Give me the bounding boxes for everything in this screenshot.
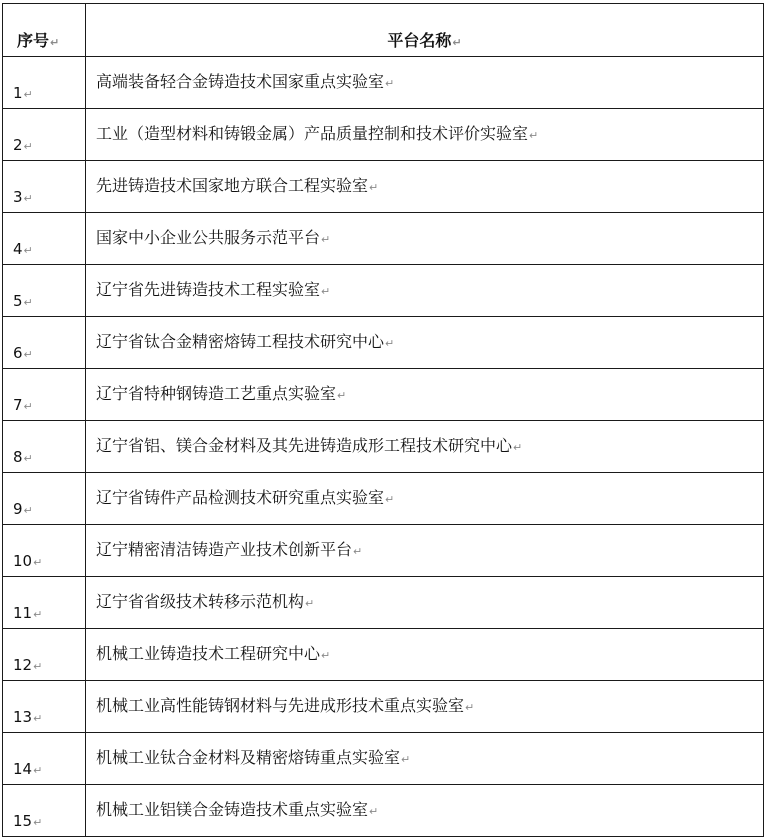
row-number: 14 (13, 760, 33, 778)
paragraph-mark-icon: ↵ (465, 700, 475, 714)
paragraph-mark-icon: ↵ (23, 452, 33, 465)
cell-number (3, 629, 86, 681)
paragraph-mark-icon: ↵ (23, 140, 33, 153)
cell-number (3, 525, 86, 577)
platform-name: 辽宁省铸件产品检测技术研究重点实验室 (96, 487, 385, 507)
paragraph-mark-icon: ↵ (513, 440, 523, 454)
table-body (3, 57, 764, 837)
cell-number (3, 161, 86, 213)
cell-number (3, 57, 86, 109)
cell-platform-name (86, 733, 764, 785)
table-row (3, 785, 764, 837)
paragraph-mark-icon: ↵ (529, 128, 539, 142)
cell-number (3, 577, 86, 629)
platform-name: 机械工业铸造技术工程研究中心 (96, 643, 321, 663)
cell-platform-name (86, 109, 764, 161)
table-row (3, 421, 764, 473)
paragraph-mark-icon: ↵ (33, 608, 43, 621)
paragraph-mark-icon: ↵ (385, 492, 395, 506)
table-row (3, 577, 764, 629)
row-number: 7 (13, 396, 23, 414)
platform-name: 辽宁精密清洁铸造产业技术创新平台 (96, 539, 353, 559)
table-header-row (3, 4, 764, 57)
paragraph-mark-icon: ↵ (321, 284, 331, 298)
cell-platform-name (86, 421, 764, 473)
paragraph-mark-icon: ↵ (452, 36, 462, 49)
table-row (3, 213, 764, 265)
platform-name: 辽宁省省级技术转移示范机构 (96, 591, 305, 611)
paragraph-mark-icon: ↵ (33, 556, 43, 569)
table-row (3, 317, 764, 369)
cell-number (3, 213, 86, 265)
cell-platform-name (86, 629, 764, 681)
paragraph-mark-icon: ↵ (23, 88, 33, 101)
table-row (3, 681, 764, 733)
table-row (3, 265, 764, 317)
paragraph-mark-icon: ↵ (305, 596, 315, 610)
row-number: 15 (13, 812, 33, 830)
platform-name: 先进铸造技术国家地方联合工程实验室 (96, 175, 369, 195)
platform-name: 高端装备轻合金铸造技术国家重点实验室 (96, 71, 385, 91)
table-row (3, 629, 764, 681)
platform-table (2, 3, 764, 837)
paragraph-mark-icon: ↵ (353, 544, 363, 558)
platform-name: 工业（造型材料和铸锻金属）产品质量控制和技术评价实验室 (96, 123, 529, 143)
paragraph-mark-icon: ↵ (50, 36, 60, 49)
cell-platform-name (86, 785, 764, 837)
table-row (3, 57, 764, 109)
platform-name: 机械工业铝镁合金铸造技术重点实验室 (96, 799, 369, 819)
paragraph-mark-icon: ↵ (23, 400, 33, 413)
cell-platform-name (86, 577, 764, 629)
header-cell-name (86, 4, 764, 57)
cell-platform-name (86, 213, 764, 265)
paragraph-mark-icon: ↵ (23, 296, 33, 309)
platform-name: 辽宁省特种钢铸造工艺重点实验室 (96, 383, 337, 403)
table-row (3, 733, 764, 785)
paragraph-mark-icon: ↵ (321, 232, 331, 246)
paragraph-mark-icon: ↵ (401, 752, 411, 766)
cell-number (3, 109, 86, 161)
header-label-number: 序号 (17, 31, 50, 50)
header-cell-number (3, 4, 86, 57)
platform-name: 机械工业钛合金材料及精密熔铸重点实验室 (96, 747, 401, 767)
cell-platform-name (86, 681, 764, 733)
platform-name: 机械工业高性能铸钢材料与先进成形技术重点实验室 (96, 695, 465, 715)
row-number: 13 (13, 708, 33, 726)
table-row (3, 369, 764, 421)
cell-number (3, 317, 86, 369)
row-number: 2 (13, 136, 23, 154)
paragraph-mark-icon: ↵ (369, 804, 379, 818)
cell-platform-name (86, 473, 764, 525)
cell-number (3, 369, 86, 421)
table-row (3, 473, 764, 525)
table-row (3, 109, 764, 161)
paragraph-mark-icon: ↵ (33, 816, 43, 829)
cell-number (3, 265, 86, 317)
cell-number (3, 785, 86, 837)
cell-platform-name (86, 57, 764, 109)
row-number: 1 (13, 84, 23, 102)
cell-number (3, 421, 86, 473)
paragraph-mark-icon: ↵ (23, 504, 33, 517)
paragraph-mark-icon: ↵ (337, 388, 347, 402)
cell-platform-name (86, 317, 764, 369)
row-number: 9 (13, 500, 23, 518)
paragraph-mark-icon: ↵ (33, 712, 43, 725)
paragraph-mark-icon: ↵ (385, 336, 395, 350)
row-number: 11 (13, 604, 33, 622)
row-number: 5 (13, 292, 23, 310)
paragraph-mark-icon: ↵ (23, 348, 33, 361)
cell-platform-name (86, 525, 764, 577)
cell-number (3, 681, 86, 733)
cell-platform-name (86, 161, 764, 213)
cell-number (3, 473, 86, 525)
header-label-name: 平台名称 (387, 31, 452, 50)
row-number: 12 (13, 656, 33, 674)
cell-number (3, 733, 86, 785)
table-row (3, 525, 764, 577)
paragraph-mark-icon: ↵ (23, 192, 33, 205)
paragraph-mark-icon: ↵ (23, 244, 33, 257)
paragraph-mark-icon: ↵ (321, 648, 331, 662)
row-number: 8 (13, 448, 23, 466)
row-number: 3 (13, 188, 23, 206)
paragraph-mark-icon: ↵ (33, 764, 43, 777)
paragraph-mark-icon: ↵ (385, 76, 395, 90)
paragraph-mark-icon: ↵ (369, 180, 379, 194)
cell-platform-name (86, 369, 764, 421)
row-number: 10 (13, 552, 33, 570)
platform-name: 国家中小企业公共服务示范平台 (96, 227, 321, 247)
row-number: 6 (13, 344, 23, 362)
platform-name: 辽宁省先进铸造技术工程实验室 (96, 279, 321, 299)
table-row (3, 161, 764, 213)
cell-platform-name (86, 265, 764, 317)
row-number: 4 (13, 240, 23, 258)
platform-name: 辽宁省钛合金精密熔铸工程技术研究中心 (96, 331, 385, 351)
platform-name: 辽宁省铝、镁合金材料及其先进铸造成形工程技术研究中心 (96, 435, 513, 455)
paragraph-mark-icon: ↵ (33, 660, 43, 673)
